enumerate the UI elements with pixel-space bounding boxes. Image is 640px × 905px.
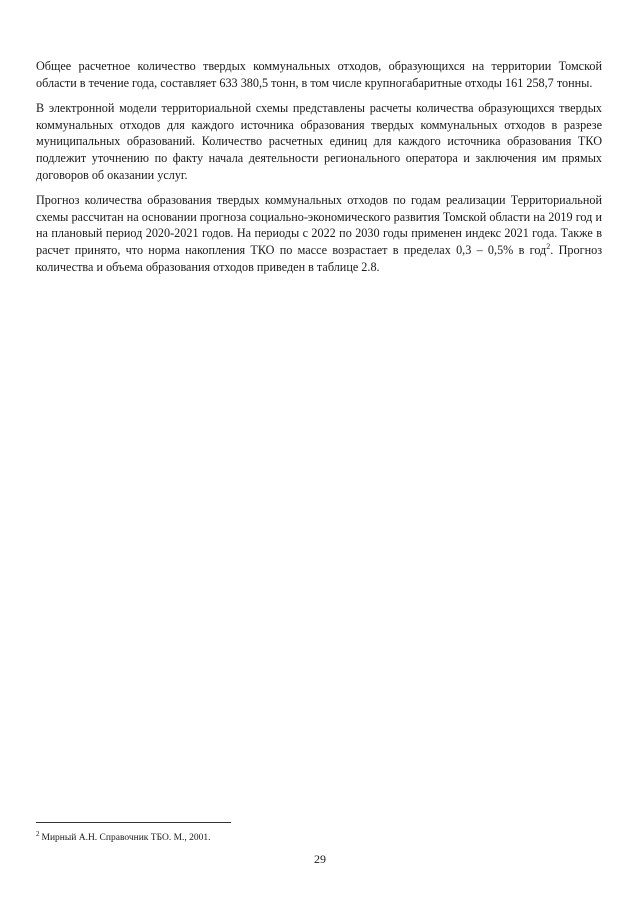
paragraph-waste-total: Общее расчетное количество твердых коммунальных отходов, образующихся на территории Томской области в течение года, составляет 633 380,5 тонн, в том числе крупногабаритные отходы 161 258,7 тонны. <box>36 59 602 90</box>
paragraph-forecast-tail: . Прогноз количества и объема образования отходов приведен в таблице 2.8. <box>36 242 603 274</box>
page-body <box>36 58 602 284</box>
footnote-text: Мирный А.Н. Справочник ТБО. М., 2001. <box>41 833 211 843</box>
footnote <box>36 829 211 844</box>
footnote-divider <box>36 822 231 823</box>
footnote-number: 2 <box>36 829 40 838</box>
paragraph-forecast <box>36 192 602 275</box>
paragraph-forecast-text: Прогноз количества образования твердых коммунальных отходов по годам реализации Территориальной схемы рассчитан на основании прогноза социально-экономического развития Томской области на 2019 год и на плановый период 2020-2021 годов. На периоды с 2022 по 2030 годы применен индекс 2021 года. Также в расчет принято, что норма накопления ТКО по массе возрастает в пределах 0,3 – 0,5% в год <box>36 193 602 257</box>
paragraph-electronic-model: В электронной модели территориальной схемы представлены расчеты количества образующихся твердых коммунальных отходов для каждого источника образования твердых коммунальных отходов в разрезе муниципальных образований. Количество расчетных единиц для каждого источника образования ТКО подлежит уточнению по факту начала деятельности регионального оператора и заключения им прямых договоров об оказании услуг. <box>36 101 602 182</box>
footnote-reference: 2 <box>546 241 551 251</box>
page-number: 29 <box>314 852 326 866</box>
